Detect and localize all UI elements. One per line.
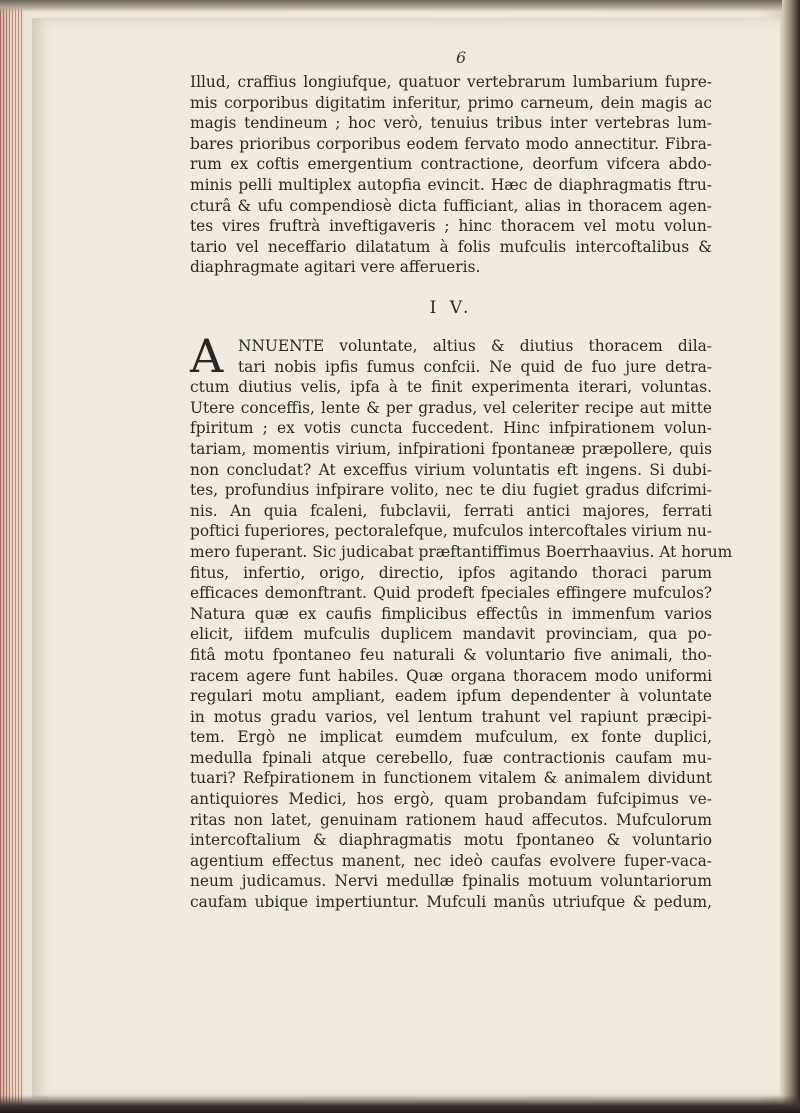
text-line: cturâ & ufu compendiosè dicta fufficiant, alias in thoracem agen-: [190, 196, 712, 215]
text-line: caufam ubique impertiuntur. Mufculi manûs utriufque & pedum,: [190, 893, 712, 912]
text-line: efficaces demonftrant. Quid prodeft fpeciales effingere mufculos?: [190, 584, 712, 603]
right-binding-shadow: [782, 0, 800, 1113]
top-shadow: [0, 0, 800, 12]
text-line: neum judicamus. Nervi medullæ fpinalis motuum voluntariorum: [190, 872, 712, 891]
text-line: nis. An quia fcaleni, fubclavii, ferrati antici majores, ferrati: [190, 501, 712, 520]
text-line: mis corporibus digitatim inferitur, primo carneum, dein magis ac: [190, 93, 712, 112]
text-line: regulari motu ampliant, eadem ipfum dependenter à voluntate: [190, 687, 712, 706]
text-line: poftici fuperiores, pectoralefque, mufculos intercoftales virium nu-: [190, 522, 712, 541]
text-line: agentium effectus manent, nec ideò caufas evolvere fuper-vaca-: [190, 851, 712, 870]
text-line: tario vel neceffario dilatatum à folis mufculis intercoftalibus &: [190, 237, 712, 256]
text-line: ritas non latet, genuinam rationem haud affecutos. Mufculorum: [190, 810, 712, 829]
text-line: ctum diutius velis, ipfa à te finit experimenta iterari, voluntas.: [190, 378, 712, 397]
text-line: Utere conceffis, lente & per gradus, vel celeriter recipe aut mitte: [190, 398, 712, 417]
text-line: Natura quæ ex caufis fimplicibus effectûs in immenfum varios: [190, 604, 712, 623]
text-line: in motus gradu varios, vel lentum trahunt vel rapiunt præcipi-: [190, 707, 712, 726]
text-line: tes, profundius infpirare volito, nec te diu fugiet gradus difcrimi-: [190, 481, 712, 500]
text-line: fitus, infertio, origo, directio, ipfos agitando thoraci parum: [190, 563, 712, 582]
text-line: rum ex coftis emergentium contractione, deorfum vifcera abdo-: [190, 155, 712, 174]
text-line: mero fuperant. Sic judicabat præftantiffimus Boerrhaavius. At horum: [190, 542, 733, 561]
paragraph-2: [190, 329, 733, 913]
text-line: medulla fpinali atque cerebello, fuæ contractionis caufam mu-: [190, 748, 712, 767]
text-line: tariam, momentis virium, infpirationi fpontaneæ præpollere, quis: [190, 439, 712, 458]
drop-cap: A: [190, 329, 224, 383]
text-line: Illud, craffius longiufque, quatuor vertebrarum lumbarium fupre-: [190, 73, 712, 91]
text-line: racem agere funt habiles. Quæ organa thoracem modo uniformi: [190, 666, 712, 685]
text-line: tuari? Refpirationem in functionem vitalem & animalem dividunt: [190, 769, 712, 788]
text-line: fitâ motu fpontaneo feu naturali & voluntario five animali, tho-: [190, 645, 712, 664]
text-line: bares prioribus corporibus eodem fervato modo annectitur. Fibra-: [190, 134, 712, 153]
text-line: minis pelli multiplex autopfia evincit. Hæc de diaphragmatis ftru-: [190, 175, 712, 194]
text-line: NNUENTE voluntate, altius & diutius thoracem dila-: [238, 337, 712, 355]
text-line: diaphragmate agitari vere afferueris.: [190, 258, 481, 277]
text-line: tes vires fruftrà inveftigaveris ; hinc thoracem vel motu volun-: [190, 217, 712, 236]
page-number: 6: [456, 48, 467, 67]
text-line: antiquiores Medici, hos ergò, quam probandam fufcipimus ve-: [190, 790, 712, 809]
text-line: intercoftalium & diaphragmatis motu fpontaneo & voluntario: [190, 831, 712, 850]
text-line: tem. Ergò ne implicat eumdem mufculum, ex fonte duplici,: [190, 728, 712, 747]
bottom-shadow: [0, 1095, 800, 1113]
section-heading: I V.: [429, 298, 473, 318]
text-line: tari nobis ipfis fumus confcii. Ne quid de fuo jure detra-: [238, 357, 712, 376]
paragraph-1: [190, 72, 712, 278]
text-line: non concludat? At exceffus virium voluntatis eft ingens. Si dubi-: [190, 460, 712, 479]
text-line: fpiritum ; ex votis cuncta fuccedent. Hinc infpirationem volun-: [190, 419, 712, 438]
text-line: elicit, iifdem mufculis duplicem mandavit provinciam, qua po-: [190, 625, 712, 644]
text-line: magis tendineum ; hoc verò, tenuius tribus inter vertebras lum-: [190, 114, 712, 133]
page-edges-left: [0, 0, 22, 1113]
